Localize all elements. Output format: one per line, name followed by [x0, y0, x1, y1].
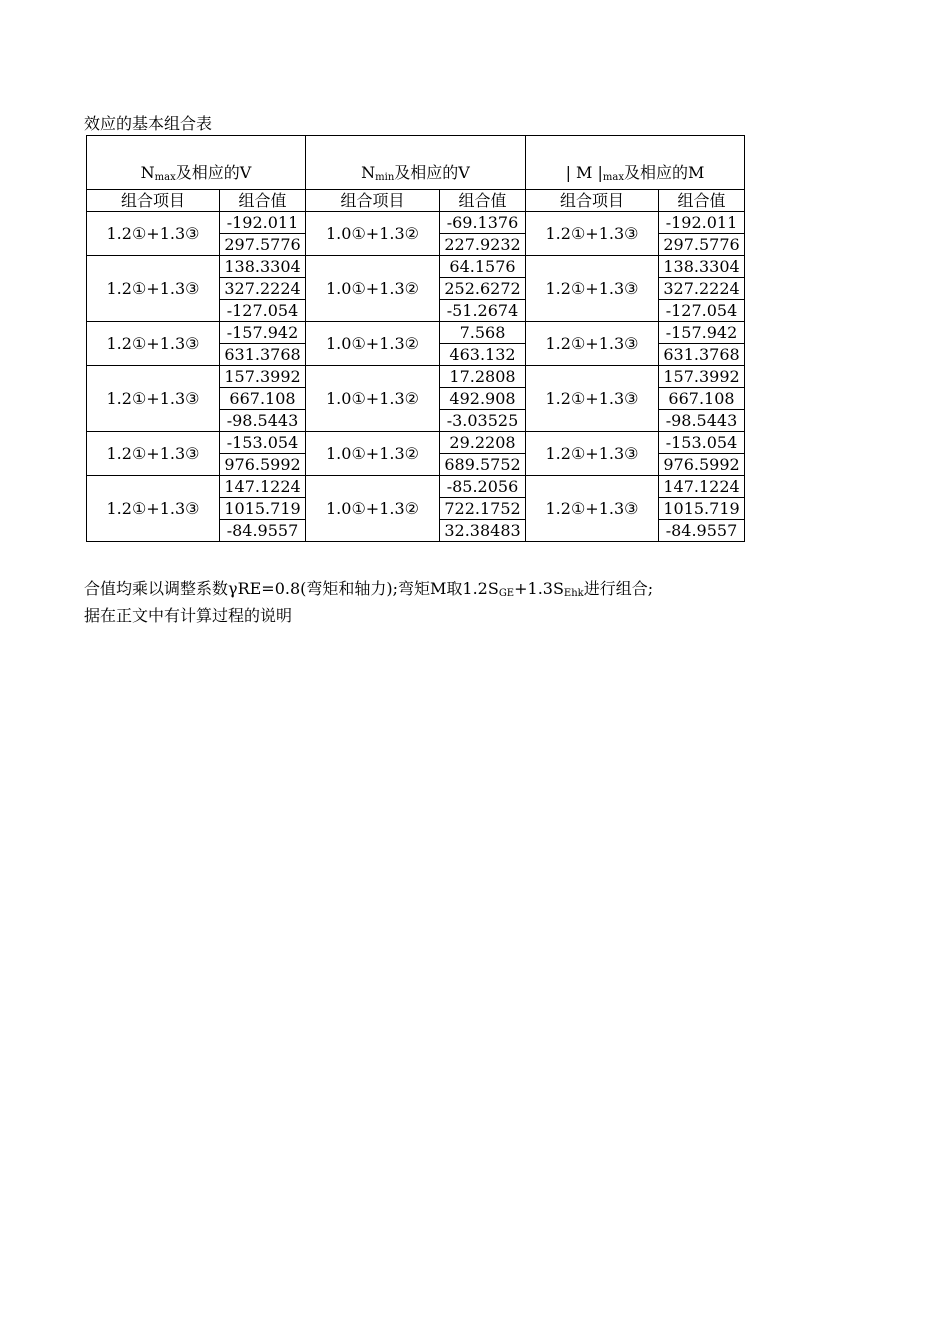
mmax-combination-value: -127.054	[659, 300, 745, 322]
nmin-combination-value: 7.568	[440, 322, 526, 344]
table-row	[87, 432, 745, 454]
nmin-combination-value: 17.2808	[440, 366, 526, 388]
nmin-combination-item: 1.0①+1.3②	[306, 476, 440, 542]
mmax-combination-value: 327.2224	[659, 278, 745, 300]
subheader-item: 组合项目	[306, 190, 440, 212]
nmax-combination-value: 976.5992	[220, 454, 306, 476]
nmax-combination-item: 1.2①+1.3③	[87, 432, 220, 476]
table-row	[87, 212, 745, 234]
nmax-combination-value: -157.942	[220, 322, 306, 344]
nmin-combination-value: 252.6272	[440, 278, 526, 300]
subheader-item: 组合项目	[87, 190, 220, 212]
nmin-combination-value: 492.908	[440, 388, 526, 410]
nmin-combination-item: 1.0①+1.3②	[306, 366, 440, 432]
nmax-combination-value: 138.3304	[220, 256, 306, 278]
header-mmax-sub: max	[602, 172, 625, 183]
nmax-combination-value: -84.9557	[220, 520, 306, 542]
mmax-combination-item: 1.2①+1.3③	[526, 212, 659, 256]
nmax-combination-value: 297.5776	[220, 234, 306, 256]
nmin-combination-value: 29.2208	[440, 432, 526, 454]
mmax-combination-value: -157.942	[659, 322, 745, 344]
nmax-combination-value: 667.108	[220, 388, 306, 410]
mmax-combination-value: -98.5443	[659, 410, 745, 432]
note-line-1-pre: 合值均乘以调整系数γRE=0.8(弯矩和轴力);弯矩M取1.2S	[84, 579, 499, 598]
table-row	[87, 366, 745, 388]
subheader-value: 组合值	[659, 190, 745, 212]
nmax-combination-item: 1.2①+1.3③	[87, 322, 220, 366]
header-nmax-main: N	[140, 163, 155, 182]
nmin-combination-value: 689.5752	[440, 454, 526, 476]
note-line-1	[84, 578, 653, 605]
mmax-combination-value: 157.3992	[659, 366, 745, 388]
nmin-combination-item: 1.0①+1.3②	[306, 322, 440, 366]
subheader-value: 组合值	[440, 190, 526, 212]
table-row	[87, 322, 745, 344]
mmax-combination-item: 1.2①+1.3③	[526, 432, 659, 476]
nmax-combination-item: 1.2①+1.3③	[87, 366, 220, 432]
header-nmin-sub: min	[375, 172, 395, 183]
nmax-combination-value: 157.3992	[220, 366, 306, 388]
subheader-item: 组合项目	[526, 190, 659, 212]
nmin-combination-item: 1.0①+1.3②	[306, 256, 440, 322]
header-mmax-main: | M |	[565, 163, 603, 182]
nmax-combination-value: 1015.719	[220, 498, 306, 520]
mmax-combination-item: 1.2①+1.3③	[526, 366, 659, 432]
nmin-combination-value: -51.2674	[440, 300, 526, 322]
nmax-combination-value: 147.1224	[220, 476, 306, 498]
mmax-combination-value: 1015.719	[659, 498, 745, 520]
header-nmin	[306, 136, 526, 190]
nmin-combination-value: 32.38483	[440, 520, 526, 542]
header-nmin-rest: 及相应的V	[394, 163, 470, 182]
nmax-combination-value: 631.3768	[220, 344, 306, 366]
header-mmax	[526, 136, 745, 190]
note-line-1-sub2: Ehk	[563, 588, 584, 599]
nmax-combination-value: -153.054	[220, 432, 306, 454]
nmin-combination-value: 64.1576	[440, 256, 526, 278]
nmin-combination-value: -3.03525	[440, 410, 526, 432]
mmax-combination-value: 297.5776	[659, 234, 745, 256]
nmin-combination-value: 463.132	[440, 344, 526, 366]
header-nmax	[87, 136, 306, 190]
mmax-combination-item: 1.2①+1.3③	[526, 322, 659, 366]
mmax-combination-item: 1.2①+1.3③	[526, 476, 659, 542]
note-line-1-post: 进行组合;	[583, 579, 654, 598]
nmin-combination-value: -69.1376	[440, 212, 526, 234]
subheader-value: 组合值	[220, 190, 306, 212]
nmax-combination-item: 1.2①+1.3③	[87, 476, 220, 542]
nmax-combination-item: 1.2①+1.3③	[87, 212, 220, 256]
nmin-combination-item: 1.0①+1.3②	[306, 432, 440, 476]
notes	[84, 578, 653, 627]
nmax-combination-value: 327.2224	[220, 278, 306, 300]
header-nmax-sub: max	[154, 172, 176, 183]
nmin-combination-value: -85.2056	[440, 476, 526, 498]
mmax-combination-value: -84.9557	[659, 520, 745, 542]
mmax-combination-value: 138.3304	[659, 256, 745, 278]
nmax-combination-value: -127.054	[220, 300, 306, 322]
mmax-combination-value: -153.054	[659, 432, 745, 454]
nmax-combination-item: 1.2①+1.3③	[87, 256, 220, 322]
nmin-combination-value: 722.1752	[440, 498, 526, 520]
table-row	[87, 256, 745, 278]
combination-table	[86, 135, 745, 542]
note-line-1-mid: +1.3S	[514, 579, 564, 598]
table-title: 效应的基本组合表	[84, 114, 213, 133]
nmin-combination-value: 227.9232	[440, 234, 526, 256]
header-nmax-rest: 及相应的V	[175, 163, 252, 182]
mmax-combination-item: 1.2①+1.3③	[526, 256, 659, 322]
table-row	[87, 476, 745, 498]
mmax-combination-value: 667.108	[659, 388, 745, 410]
note-line-1-sub1: GE	[498, 588, 515, 599]
mmax-combination-value: 976.5992	[659, 454, 745, 476]
nmax-combination-value: -192.011	[220, 212, 306, 234]
nmin-combination-item: 1.0①+1.3②	[306, 212, 440, 256]
header-mmax-rest: 及相应的M	[624, 163, 705, 182]
mmax-combination-value: -192.011	[659, 212, 745, 234]
mmax-combination-value: 631.3768	[659, 344, 745, 366]
header-nmin-main: N	[361, 163, 376, 182]
nmax-combination-value: -98.5443	[220, 410, 306, 432]
mmax-combination-value: 147.1224	[659, 476, 745, 498]
note-line-2: 据在正文中有计算过程的说明	[84, 606, 293, 625]
